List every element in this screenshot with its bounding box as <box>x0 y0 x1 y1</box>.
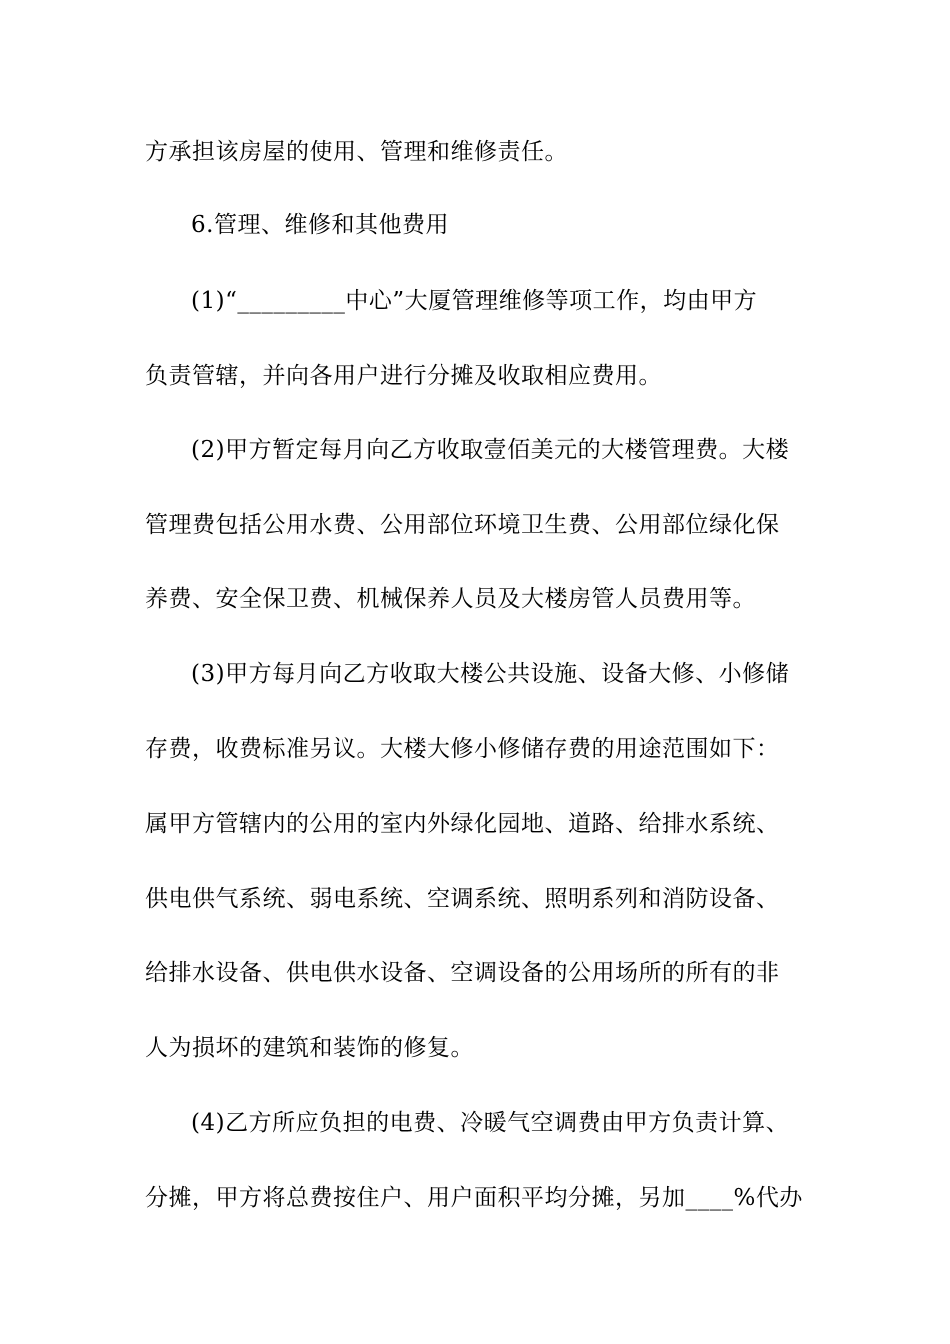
section-heading-6: 6.管理、维修和其他费用 <box>191 212 449 238</box>
text-line-1: 方承担该房屋的使用、管理和维修责任。 <box>145 139 568 165</box>
clause-1-line-1: (1)“_________中心”大厦管理维修等项工作，均由甲方 <box>191 288 758 314</box>
clause-2-line-2: 管理费包括公用水费、公用部位环境卫生费、公用部位绿化保 <box>145 512 780 538</box>
clause-3-line-1: (3)甲方每月向乙方收取大楼公共设施、设备大修、小修储 <box>191 661 790 687</box>
clause-2-line-3: 养费、安全保卫费、机械保养人员及大楼房管人员费用等。 <box>145 586 756 612</box>
clause-3-line-3: 属甲方管辖内的公用的室内外绿化园地、道路、给排水系统、 <box>145 811 780 837</box>
clause-3-line-6: 人为损坏的建筑和装饰的修复。 <box>145 1035 474 1061</box>
clause-1-line-2: 负责管辖，并向各用户进行分摊及收取相应费用。 <box>145 363 662 389</box>
clause-3-line-2: 存费，收费标准另议。大楼大修小修储存费的用途范围如下： <box>145 736 780 762</box>
clause-3-line-4: 供电供气系统、弱电系统、空调系统、照明系列和消防设备、 <box>145 886 780 912</box>
clause-2-line-1: (2)甲方暂定每月向乙方收取壹佰美元的大楼管理费。大楼 <box>191 437 790 463</box>
clause-4-line-2: 分摊，甲方将总费按住户、用户面积平均分摊，另加____%代办 <box>145 1185 803 1211</box>
clause-3-line-5: 给排水设备、供电供水设备、空调设备的公用场所的所有的非 <box>145 960 780 986</box>
clause-4-line-1: (4)乙方所应负担的电费、冷暖气空调费由甲方负责计算、 <box>191 1110 790 1136</box>
